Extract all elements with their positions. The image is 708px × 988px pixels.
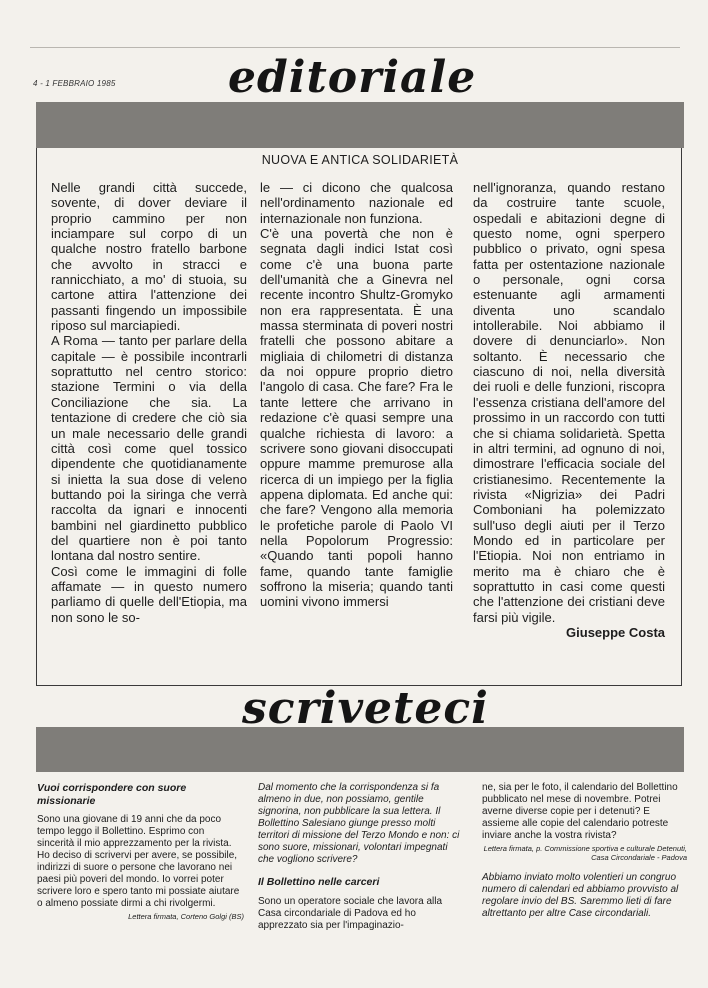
editor-reply: Dal momento che la corrispondenza si fa almeno in due, non possiamo, gentile signorina, non pubblicare la sua lettera. Il Bollettino Salesiano giunge presso molti territori di missione del Terzo Mondo e non: ci sono suore, missionari, volontari impegnati che vogliono scrivere? xyxy=(258,782,460,865)
editorial-header-band xyxy=(36,102,684,148)
editorial-column-3 xyxy=(473,180,665,640)
letter-title: Il Bollettino nelle carceri xyxy=(258,876,380,888)
scriveteci-logo: scriveteci xyxy=(242,683,489,734)
paragraph: Nelle grandi città succede, sovente, di dover deviare il proprio cammino per non inciampare sul corpo di un qualche nostro fratello barbone che avvolto in stracci e rannicchiato, a mo' di stuoia, su cartone attira l'attenzione dei passanti fingendo un impossibile riposo sul marciapiedi. xyxy=(51,180,247,334)
editor-reply: Abbiamo inviato molto volentieri un congruo numero di calendari ed abbiamo provvisto al regolare invio del BS. Saremmo lieti di fare altrettanto per altre Case circondariali. xyxy=(482,872,679,919)
letters-column-1 xyxy=(37,782,244,921)
editorial-column-2 xyxy=(260,180,453,610)
top-rule xyxy=(30,47,680,48)
letters-column-2 xyxy=(258,782,466,932)
letter-signature: Lettera firmata, p. Commissione sportiva e culturale Detenuti, Casa Circondariale - Padova xyxy=(483,844,687,862)
letter-body: Sono un operatore sociale che lavora alla Casa circondariale di Padova ed ho apprezzato sia per l'impaginazio- xyxy=(258,895,443,931)
letter-signature: Lettera firmata, Corteno Golgi (BS) xyxy=(128,912,244,921)
editoriale-logo: editoriale xyxy=(228,52,477,103)
letter-title: Vuoi corrispondere con suore missionarie xyxy=(37,782,187,807)
letter-body: ne, sia per le foto, il calendario del Bollettino pubblicato nel mese di novembre. Potrei averne diverse copie per i detenuti? E assieme alle copie del calendario potreste inviare anche la vostra rivista? xyxy=(482,782,678,841)
letter-body: Sono una giovane di 19 anni che da poco tempo leggo il Bollettino. Esprimo con sincerità il mio apprezzamento per la rivista. Ho deciso di scrivervi per avere, se possibile, indirizzi di suore o persone che lavorano nei paesi più poveri del mondo. Io vorrei poter scrivere loro e spero tanto mi possiate aiutare o almeno possiate dirmi a chi rivolgermi. xyxy=(37,814,240,909)
editorial-column-1 xyxy=(51,180,247,625)
editorial-title: NUOVA E ANTICA SOLIDARIETÀ xyxy=(261,153,459,167)
letters-column-3 xyxy=(482,782,687,920)
paragraph: A Roma — tanto per parlare della capitale — è possibile incontrarli soprattutto nel centro storico: stazione Termini o via della Conciliazione che sia. La tentazione di credere che ciò sia un male necessario delle grandi città così come quel tossico dipendente che quotidianamente si inietta la sua dose di veleno buttando poi la siringa che verrà raccolta da ignari e innocenti bambini nel giardinetto pubblico del quartiere non è poi tanto lontana dal nostro sentire. xyxy=(51,333,247,564)
paragraph: nell'ignoranza, quando restano da costruire tante scuole, ospedali e abitazioni degne di questo nome, ogni sperpero pubblico o privato, ogni spesa fatta per ostentazione nazionale o personale, ogni corsa estenuante agli armamenti diventa uno scandalo intollerabile. Noi abbiamo il dovere di denunciarlo». Non soltanto. È necessario che ciascuno di noi, nella diversità dei ruoli e delle funzioni, riscopra l'essenza cristiana dell'amore del prossimo in un raccordo con tutti che si chiama solidarietà. Spetta in altri termini, ad ognuno di noi, dimostrare l'efficacia sociale del cristianesimo. Recentemente la rivista «Nigrizia» dei Padri Comboniani ha polemizzato sull'uso degli aiuti per il Terzo Mondo ed in particolare per l'Etiopia. Noi non entriamo in merito ma è chiaro che è soprattutto in casi come questi che l'attenzione dei cristiani deve farsi più vigile. xyxy=(473,180,665,625)
paragraph: C'è una povertà che non è segnata dagli indici Istat così come c'è una buona parte dell'umanità che a Ginevra nel recente incontro Shultz-Gromyko non era rappresentata. È una massa sterminata di poveri nostri fratelli che possono abitare a migliaia di chilometri di distanza da noi oppure proprio dietro l'angolo di casa. Che fare? Fra le tante lettere che arrivano in redazione c'è quasi sempre una qualche richiesta di lavoro: a scrivere sono giovani disoccupati oppure mamme premurose alla ricerca di un impiego per la figlia appena diplomata. Ed anche qui: che fare? Vengono alla memoria le profetiche parole di Paolo VI nella Popolorum Progressio: «Quando tanti popoli hanno fame, quando tante famiglie soffrono la miseria; quando tanti uomini vivono immersi xyxy=(260,226,453,610)
author-signature: Giuseppe Costa xyxy=(566,624,665,640)
paragraph: Così come le immagini di folle affamate — in questo numero parliamo di quelle dell'Etiopia, ma non sono le so- xyxy=(51,563,247,625)
page-folio: 4 - 1 FEBBRAIO 1985 xyxy=(33,79,116,88)
paragraph: le — ci dicono che qualcosa nell'ordinamento nazionale ed internazionale non funziona. xyxy=(260,180,453,226)
